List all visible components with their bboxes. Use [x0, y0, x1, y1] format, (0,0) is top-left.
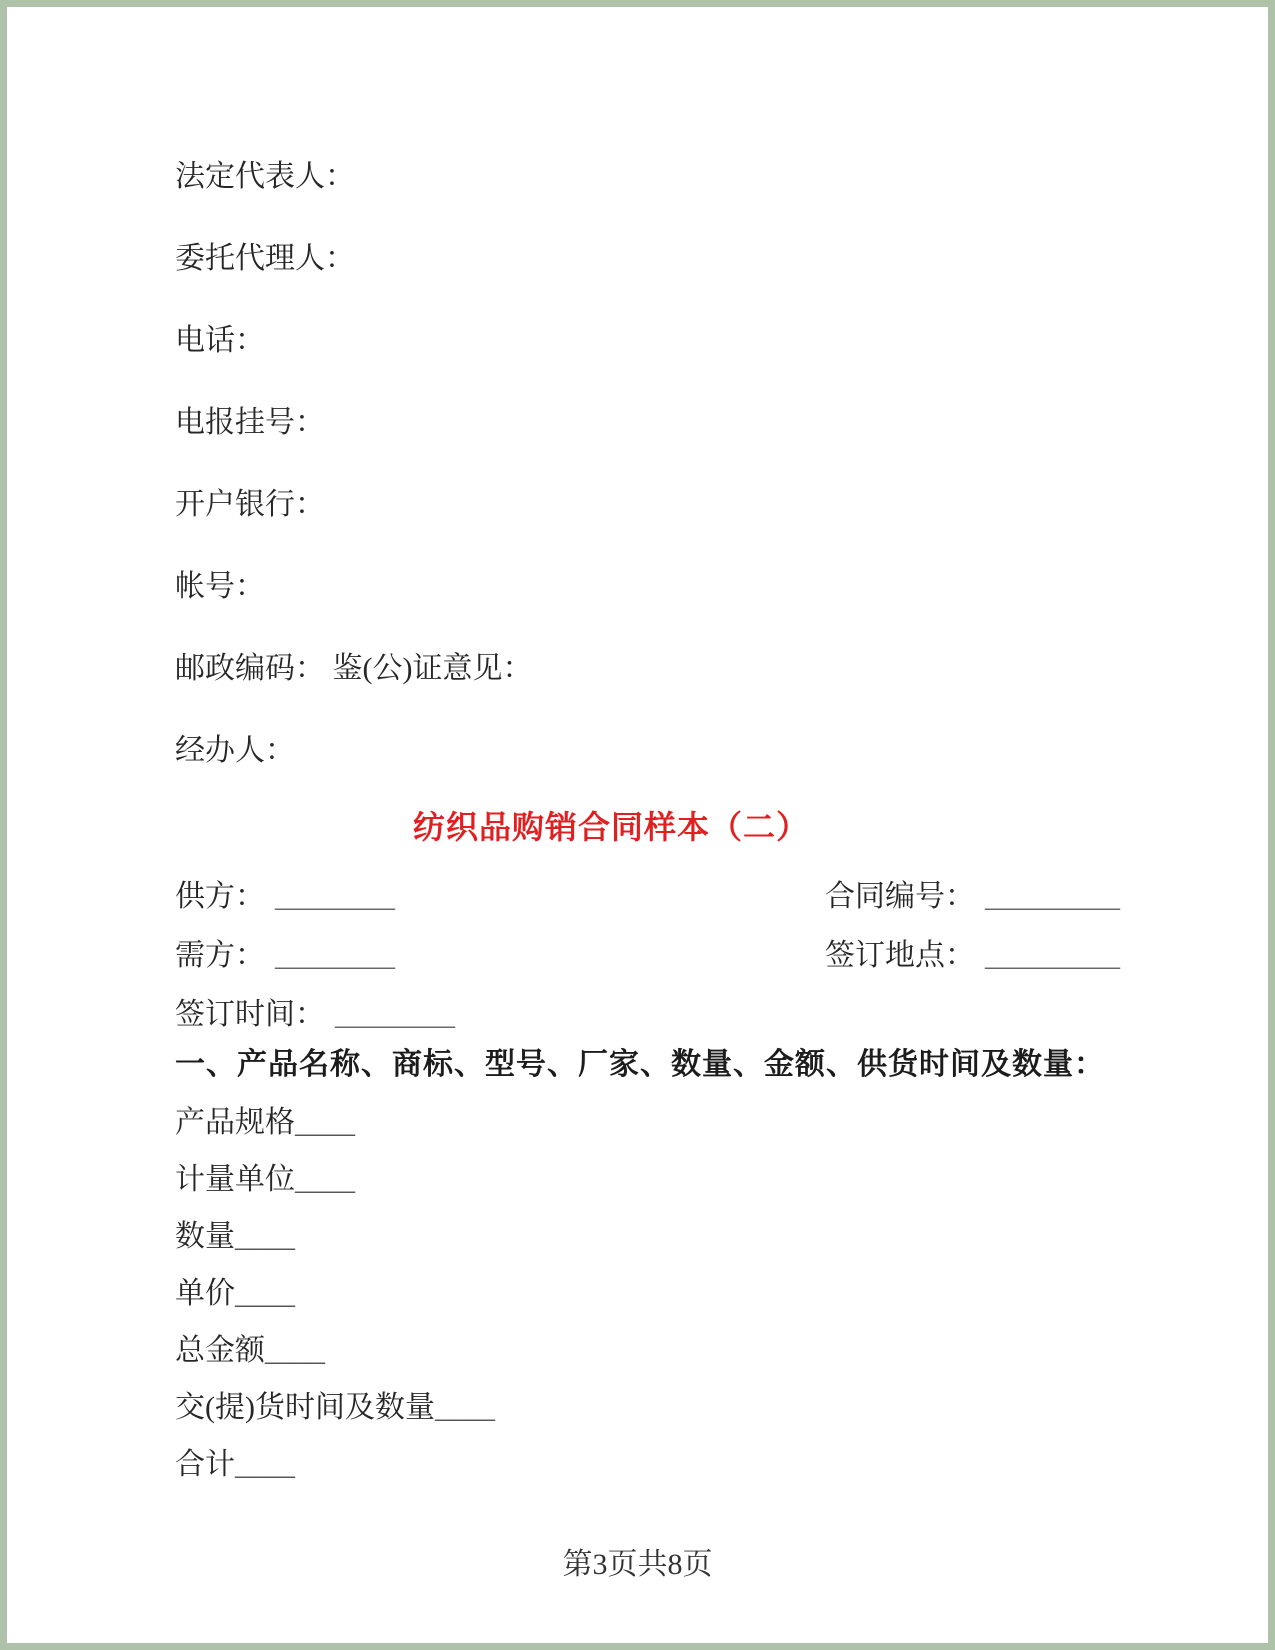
spec-item-total-amount: 总金额____: [175, 1334, 325, 1367]
field-telegraph-registration: 电报挂号：: [175, 406, 325, 439]
spec-item-quantity-blank: ____: [235, 1220, 295, 1253]
field-phone: 电话：: [175, 324, 265, 357]
product-spec-list: [175, 1105, 495, 1504]
spec-item-measure-unit-blank: ____: [295, 1163, 355, 1196]
field-legal-representative: 法定代表人：: [175, 160, 355, 193]
spec-item-unit-price: 单价____: [175, 1277, 295, 1310]
page-number: 第3页共8页: [562, 1548, 713, 1581]
supplier-contract-number-row: [175, 879, 1175, 915]
spec-item-product-spec-blank: ____: [295, 1106, 355, 1139]
buyer-blank: ________: [275, 939, 395, 972]
field-handler: 经办人：: [175, 734, 295, 767]
signing-place-label: 签订地点：: [825, 939, 975, 972]
contract-number-blank: _________: [985, 880, 1120, 913]
buyer-label: 需方：: [175, 939, 265, 972]
party-info-fields: [175, 159, 532, 815]
spec-item-quantity: 数量____: [175, 1220, 295, 1253]
signing-time-blank: ________: [335, 998, 455, 1031]
field-entrusted-agent: 委托代理人：: [175, 242, 355, 275]
spec-item-product-spec: 产品规格____: [175, 1106, 355, 1139]
signing-place-blank: _________: [985, 939, 1120, 972]
supplier-blank: ________: [275, 880, 395, 913]
contract-title: 纺织品购销合同样本（二）: [412, 809, 809, 845]
section-1-heading: 一、产品名称、商标、型号、厂家、数量、金额、供货时间及数量：: [175, 1048, 1105, 1081]
spec-item-delivery-time-quantity-blank: ____: [434, 1391, 495, 1424]
field-opening-bank: 开户银行：: [175, 488, 325, 521]
spec-item-unit-price-blank: ____: [235, 1277, 295, 1310]
spec-item-total: 合计____: [175, 1448, 295, 1481]
field-account-number: 帐号：: [175, 570, 265, 603]
signing-time-row: [175, 997, 1175, 1033]
supplier-label: 供方：: [175, 880, 265, 913]
buyer-signing-place-row: [175, 938, 1175, 974]
spec-item-measure-unit: 计量单位____: [175, 1163, 355, 1196]
spec-item-delivery-time-quantity: 交(提)货时间及数量____: [175, 1391, 495, 1424]
signing-time-label: 签订时间：: [175, 998, 325, 1031]
contract-number-label: 合同编号：: [825, 880, 975, 913]
spec-item-total-amount-blank: ____: [265, 1334, 325, 1367]
field-postal-code-notarization: 邮政编码： 鉴(公)证意见：: [175, 652, 533, 685]
signing-info-rows: [175, 879, 1175, 1056]
spec-item-total-blank: ____: [235, 1448, 295, 1481]
